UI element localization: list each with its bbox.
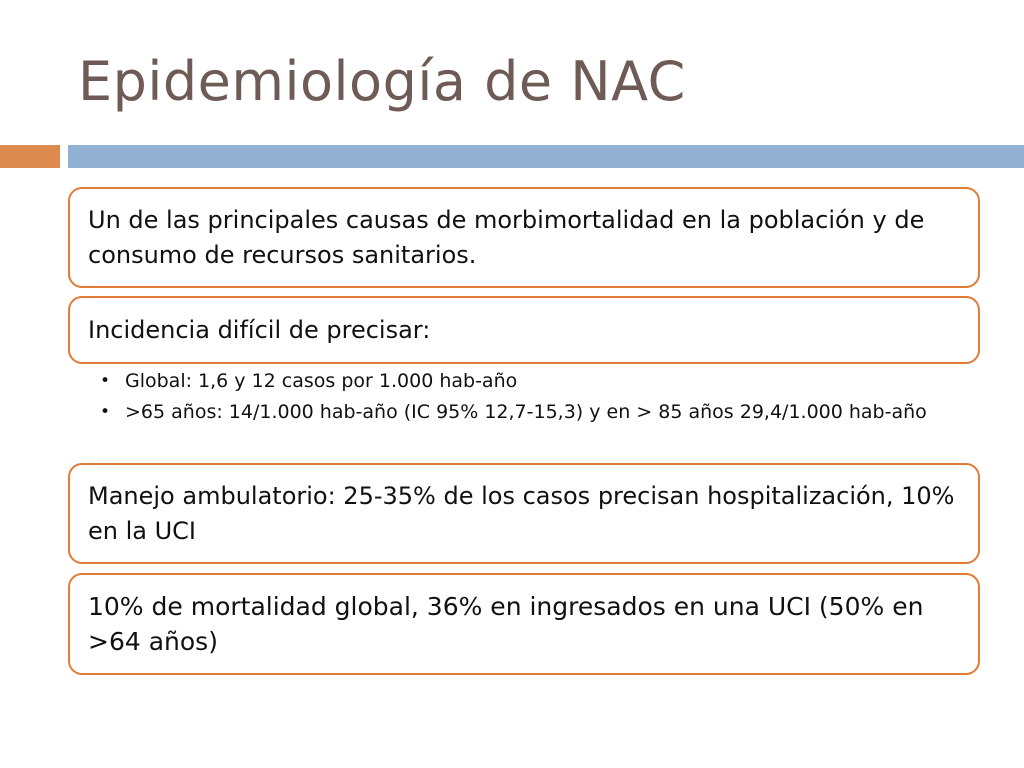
list-item: [100, 370, 940, 393]
content-box-text: Incidencia difícil de precisar:: [88, 315, 431, 344]
bullet-text: >65 años: 14/1.000 hab-año (IC 95% 12,7-15,3) y en > 85 años 29,4/1.000 hab-año: [125, 401, 927, 423]
content-box-text: 10% de mortalidad global, 36% en ingresados en una UCI (50% en >64 años): [88, 592, 924, 656]
header-bar: [68, 145, 1024, 168]
incidence-bullet-list: [100, 370, 940, 432]
content-box-morbimortality: [68, 187, 980, 288]
bullet-text: Global: 1,6 y 12 casos por 1.000 hab-año: [125, 370, 518, 392]
content-box-text: Un de las principales causas de morbimortalidad en la población y de consumo de recursos sanitarios.: [88, 205, 925, 269]
bullet-icon: •: [100, 371, 111, 391]
accent-bar: [0, 145, 60, 168]
content-box-management: [68, 463, 980, 564]
bullet-icon: •: [100, 402, 111, 422]
list-item: [100, 401, 940, 424]
content-box-text: Manejo ambulatorio: 25-35% de los casos precisan hospitalización, 10% en la UCI: [88, 481, 955, 545]
slide-title: Epidemiología de NAC: [78, 50, 686, 113]
content-box-incidence: [68, 296, 980, 364]
content-box-mortality: [68, 573, 980, 675]
